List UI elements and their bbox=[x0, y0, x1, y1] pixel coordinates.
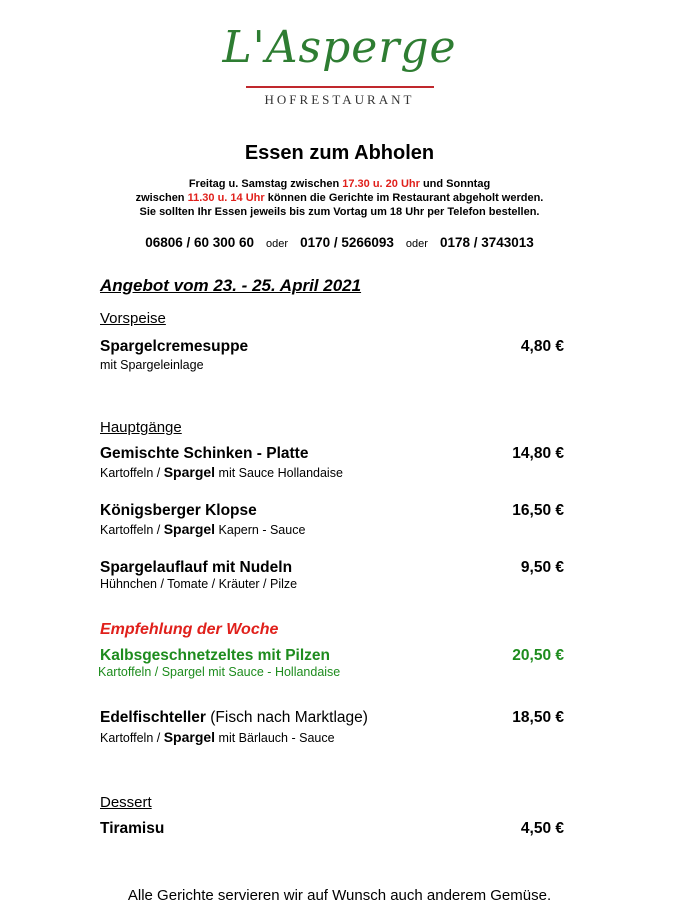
info-line-1: Freitag u. Samstag zwischen 17.30 u. 20 Uhr und Sonntag bbox=[188, 178, 491, 190]
dish-soup-sub: mit Spargeleinlage bbox=[100, 358, 204, 372]
phone-2: 0170 / 5266093 bbox=[300, 235, 394, 250]
section-dessert: Dessert bbox=[100, 794, 152, 811]
phone-numbers: 06806 / 60 300 60 oder 0170 / 5266093 oder 0178 / 3743013 bbox=[145, 235, 534, 250]
footer-note: Alle Gerichte servieren wir auf Wunsch auch anderem Gemüse. bbox=[127, 887, 552, 904]
logo-underline bbox=[246, 86, 434, 88]
dish-soup-name: Spargelcremesuppe bbox=[100, 338, 249, 355]
dish-soup-price: 4,80 € bbox=[520, 338, 564, 355]
dish-ham-sub: Kartoffeln / Spargel mit Sauce Hollandaise bbox=[100, 464, 343, 480]
dish-auflauf-name: Spargelauflauf mit Nudeln bbox=[100, 559, 293, 576]
dish-ham-name: Gemischte Schinken - Platte bbox=[100, 445, 309, 462]
dish-fisch-sub: Kartoffeln / Spargel mit Bärlauch - Sauce bbox=[100, 729, 335, 745]
dish-kalb-sub: Kartoffeln / Spargel mit Sauce - Hollandaise bbox=[98, 665, 341, 679]
dish-kalb-price: 20,50 € bbox=[512, 647, 564, 664]
section-starter: Vorspeise bbox=[100, 310, 166, 327]
info-line-3: Sie sollten Ihr Essen jeweils bis zum Vortag um 18 Uhr per Telefon bestellen. bbox=[139, 206, 540, 218]
dish-klopse-price: 16,50 € bbox=[512, 502, 564, 519]
dish-ham-price: 14,80 € bbox=[512, 445, 564, 462]
offer-heading: Angebot vom 23. - 25. April 2021 bbox=[100, 276, 362, 295]
info-line-2: zwischen 11.30 u. 14 Uhr können die Gerichte im Restaurant abgeholt werden. bbox=[135, 192, 544, 204]
logo-name: L'Asperge bbox=[222, 22, 457, 73]
dish-fisch-price: 18,50 € bbox=[512, 709, 564, 726]
dish-klopse-sub: Kartoffeln / Spargel Kapern - Sauce bbox=[100, 521, 306, 537]
dish-kalb-name: Kalbsgeschnetzeltes mit Pilzen bbox=[100, 647, 330, 664]
dish-tiramisu-name: Tiramisu bbox=[100, 820, 165, 837]
page-title: Essen zum Abholen bbox=[244, 142, 435, 164]
dish-klopse-name: Königsberger Klopse bbox=[100, 502, 257, 519]
phone-1: 06806 / 60 300 60 bbox=[145, 235, 255, 250]
dish-fisch-name: Edelfischteller (Fisch nach Marktlage) bbox=[100, 709, 368, 726]
section-mains: Hauptgänge bbox=[100, 419, 182, 436]
logo-subtitle: HOFRESTAURANT bbox=[264, 92, 415, 107]
dish-tiramisu-price: 4,50 € bbox=[520, 820, 564, 837]
dish-auflauf-sub: Hühnchen / Tomate / Kräuter / Pilze bbox=[100, 577, 298, 591]
recommendation-heading: Empfehlung der Woche bbox=[100, 621, 279, 638]
dish-auflauf-price: 9,50 € bbox=[520, 559, 564, 576]
phone-3: 0178 / 3743013 bbox=[439, 235, 534, 250]
